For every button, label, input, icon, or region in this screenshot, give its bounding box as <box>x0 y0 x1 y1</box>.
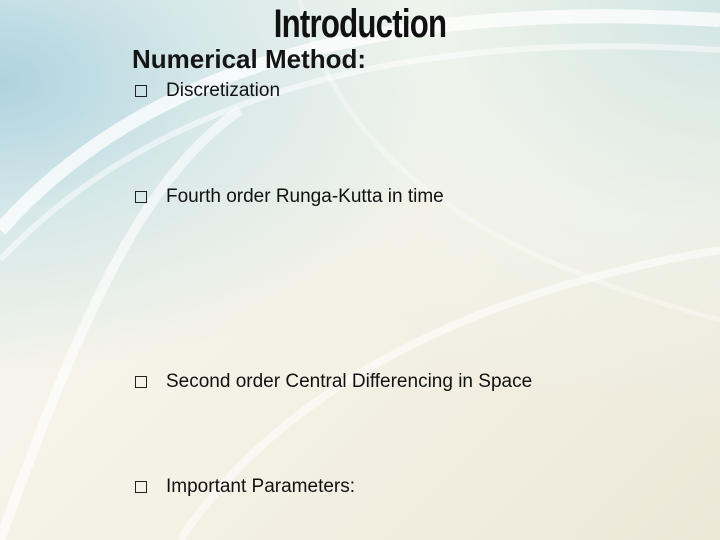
bullet-text: Second order Central Differencing in Space <box>166 371 533 392</box>
bullet-list <box>132 0 692 540</box>
bullet-item-discretization <box>132 80 280 102</box>
bullet-item-runge-kutta <box>132 186 444 208</box>
bullet-item-important-parameters <box>132 476 355 498</box>
hollow-square-icon <box>135 191 147 203</box>
bullet-text: Discretization <box>166 80 281 101</box>
bullet-text: Fourth order Runga-Kutta in time <box>166 186 444 207</box>
slide-title: Introduction <box>273 2 447 46</box>
slide-subtitle: Numerical Method: <box>132 44 367 74</box>
bullet-item-central-differencing <box>132 371 532 393</box>
hollow-square-icon <box>135 481 147 493</box>
bullet-text: Important Parameters: <box>166 476 356 497</box>
hollow-square-icon <box>135 85 147 97</box>
hollow-square-icon <box>135 376 147 388</box>
